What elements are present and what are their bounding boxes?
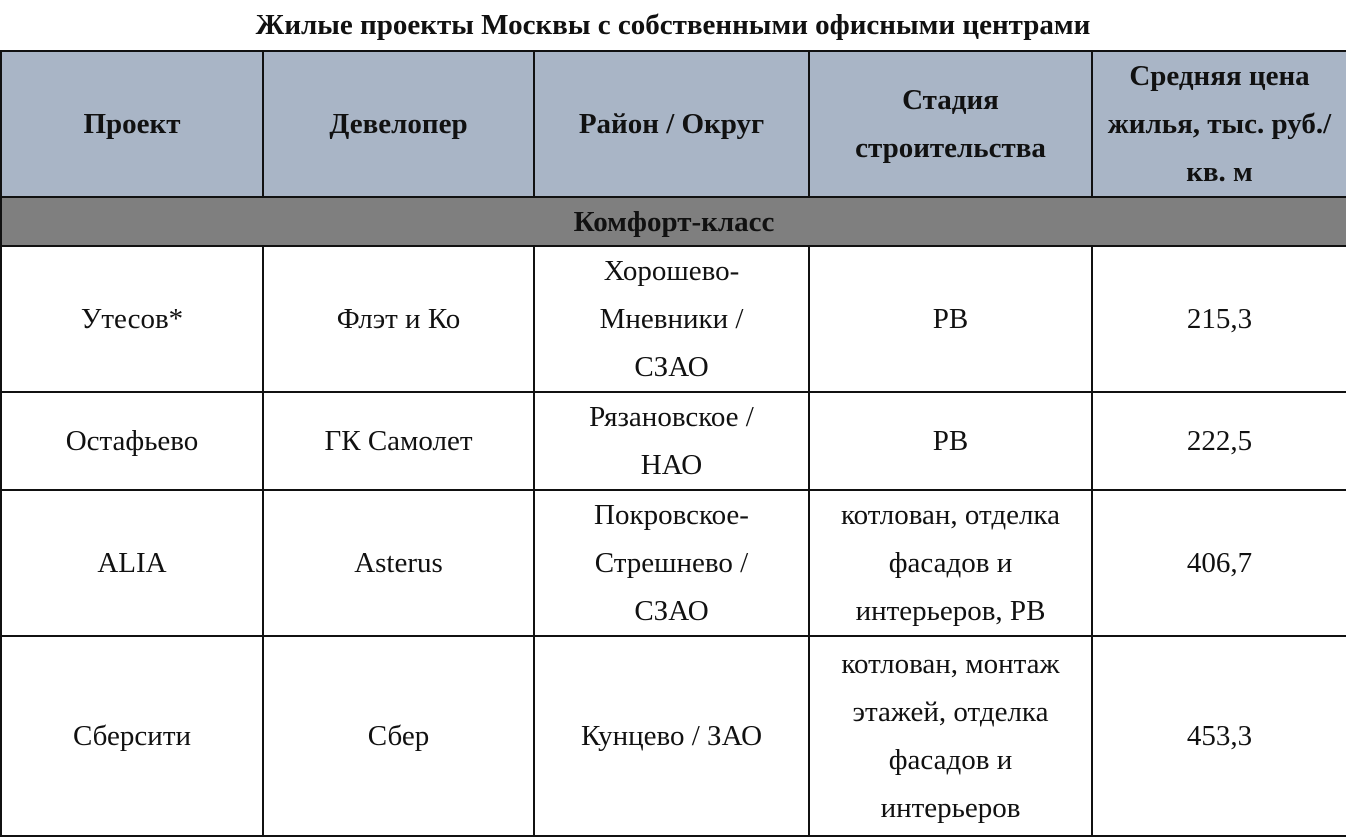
- page-title: Жилые проекты Москвы с собственными офисными центрами: [255, 9, 1091, 41]
- table-row: [1, 490, 1346, 636]
- header-stage: Стадия строительства: [809, 51, 1092, 197]
- cell-project: ALIA: [1, 490, 263, 636]
- cell-developer: Сбер: [263, 636, 534, 836]
- cell-stage: котлован, монтаж этажей, отделка фасадов и интерьеров: [809, 636, 1092, 836]
- cell-district: Хорошево-Мневники / СЗАО: [534, 246, 809, 392]
- cell-district: Рязановское / НАО: [534, 392, 809, 490]
- cell-developer: Флэт и Ко: [263, 246, 534, 392]
- cell-project: Сберсити: [1, 636, 263, 836]
- header-developer: Девелопер: [263, 51, 534, 197]
- section-row: [1, 197, 1346, 246]
- cell-price: 222,5: [1092, 392, 1346, 490]
- header-price: Средняя цена жилья, тыс. руб./кв. м: [1092, 51, 1346, 197]
- table-row: [1, 246, 1346, 392]
- table-row: [1, 392, 1346, 490]
- projects-table: [0, 50, 1346, 837]
- cell-developer: ГК Самолет: [263, 392, 534, 490]
- cell-district: Покровское-Стрешнево / СЗАО: [534, 490, 809, 636]
- cell-price: 406,7: [1092, 490, 1346, 636]
- header-project: Проект: [1, 51, 263, 197]
- cell-stage: РВ: [809, 246, 1092, 392]
- cell-price: 453,3: [1092, 636, 1346, 836]
- cell-developer: Asterus: [263, 490, 534, 636]
- cell-stage: котлован, отделка фасадов и интерьеров, РВ: [809, 490, 1092, 636]
- header-district: Район / Округ: [534, 51, 809, 197]
- cell-district: Кунцево / ЗАО: [534, 636, 809, 836]
- cell-project: Утесов*: [1, 246, 263, 392]
- table-header-row: [1, 51, 1346, 197]
- cell-project: Остафьево: [1, 392, 263, 490]
- section-label: Комфорт-класс: [1, 197, 1346, 246]
- table-row: [1, 636, 1346, 836]
- cell-price: 215,3: [1092, 246, 1346, 392]
- cell-stage: РВ: [809, 392, 1092, 490]
